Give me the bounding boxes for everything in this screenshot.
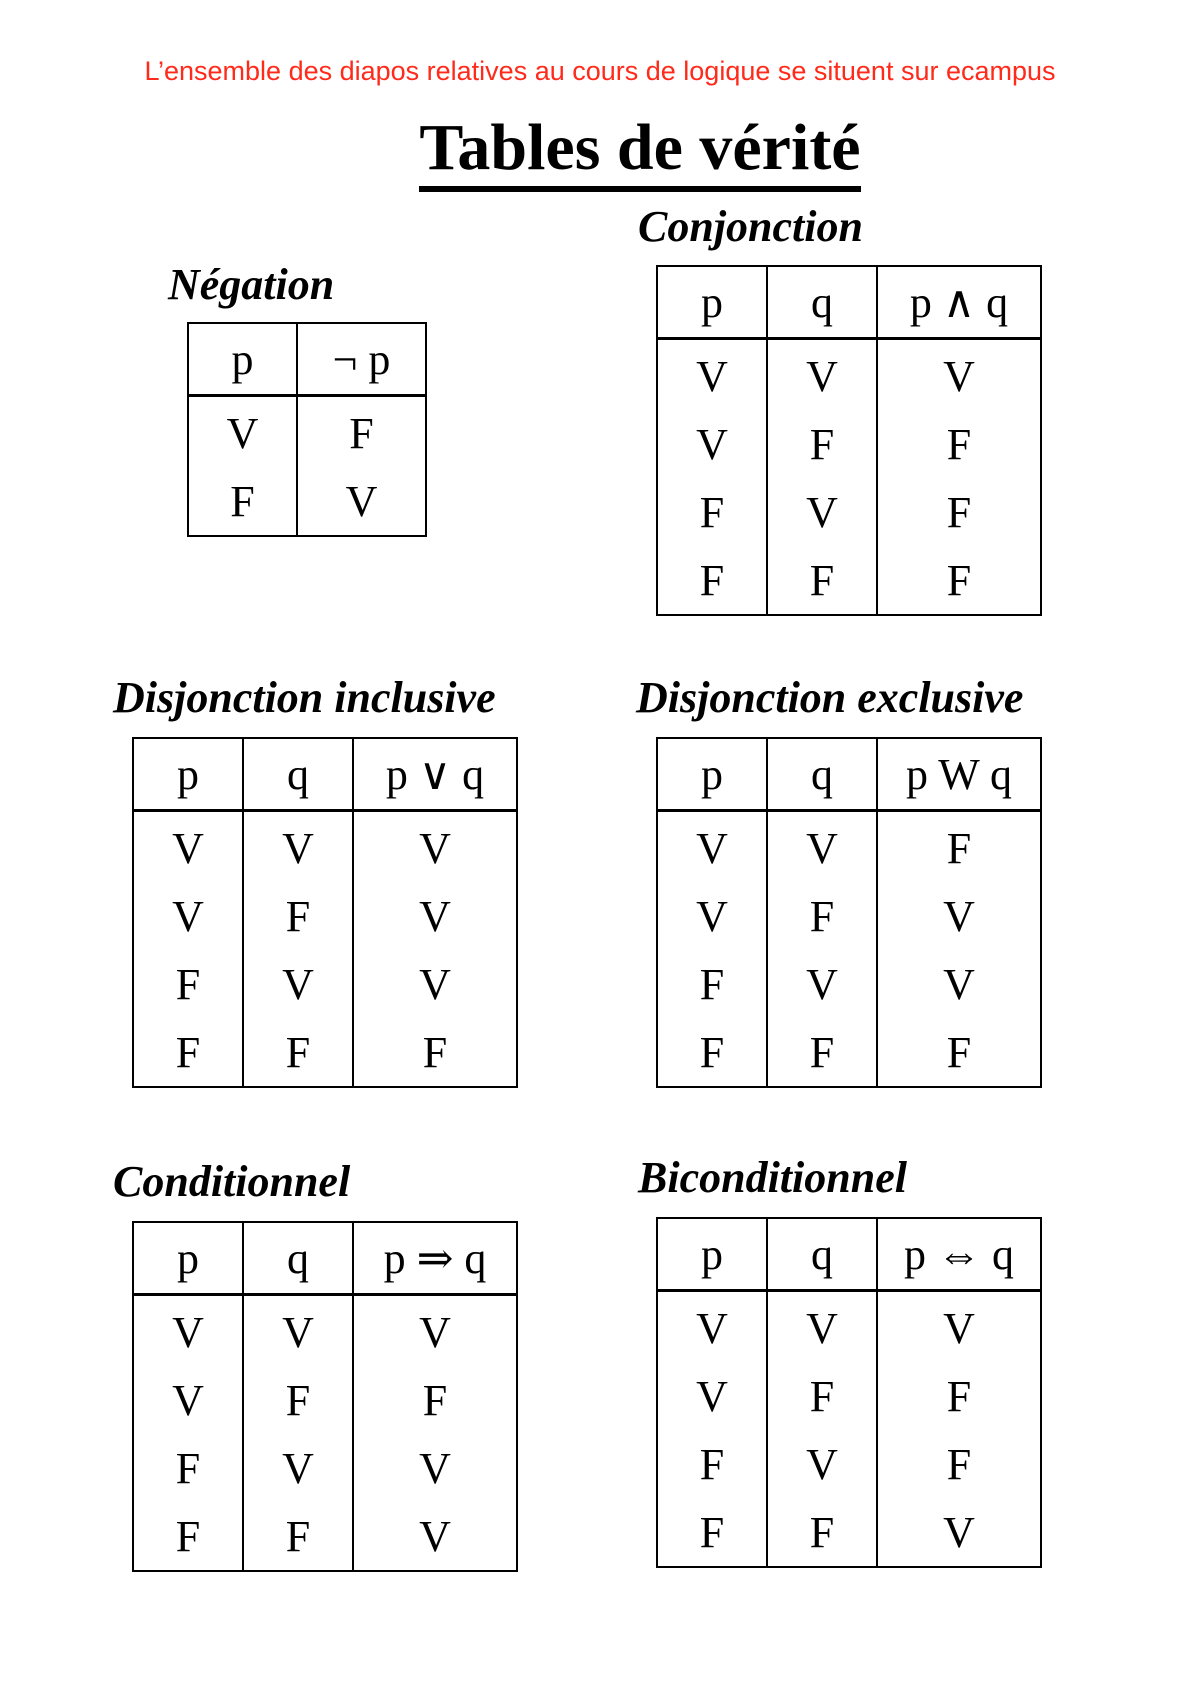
table-cell: V [657,811,767,883]
table-row [657,339,1041,411]
table-cell: V [767,1291,877,1363]
table-cell: F [877,546,1041,615]
column-header: ¬ p [297,323,426,396]
biconditionnel-table [656,1217,1042,1568]
table-cell: V [657,1291,767,1363]
page-title-text: Tables de vérité [419,110,860,192]
column-header: q [767,738,877,811]
column-header: q [243,1222,353,1295]
table-cell: V [767,339,877,411]
table-cell: F [767,546,877,615]
table-cell: F [133,950,243,1018]
table-cell: V [767,1430,877,1498]
table-row [657,950,1041,1018]
table-cell: F [353,1018,517,1087]
table-header-row [133,738,517,811]
table-row [133,950,517,1018]
table-cell: F [133,1434,243,1502]
table-row [657,1430,1041,1498]
table-cell: F [657,950,767,1018]
table-cell: V [877,1291,1041,1363]
table-cell: F [243,882,353,950]
column-header: p [133,738,243,811]
table-cell: V [353,950,517,1018]
page-title [0,108,1200,192]
table-row [133,1018,517,1087]
table-row [188,467,426,536]
table-cell: F [767,882,877,950]
table-cell: F [877,1018,1041,1087]
negation-table [187,322,427,537]
column-header: q [767,1218,877,1291]
table-cell: F [877,811,1041,883]
table-cell: F [877,1362,1041,1430]
table-cell: V [297,467,426,536]
table-row [657,1018,1041,1087]
table-row [657,882,1041,950]
disjonction-exclusive-table [656,737,1042,1088]
table-cell: F [133,1502,243,1571]
table-row [657,811,1041,883]
column-header: p [657,1218,767,1291]
table-cell: F [243,1366,353,1434]
disjonction-inclusive-title: Disjonction inclusive [113,673,496,722]
table-cell: F [767,410,877,478]
column-header: p [657,738,767,811]
table-header-row [657,738,1041,811]
column-header: p ∨ q [353,738,517,811]
table-row [133,1366,517,1434]
conditionnel-table [132,1221,518,1572]
table-cell: V [133,1366,243,1434]
table-cell: F [297,396,426,468]
table-header-row [133,1222,517,1295]
conjonction-title: Conjonction [638,202,863,251]
table-cell: V [353,1502,517,1571]
table-cell: V [877,882,1041,950]
table-cell: F [657,478,767,546]
table-row [657,546,1041,615]
table-cell: V [243,811,353,883]
table-cell: V [657,1362,767,1430]
table-header-row [657,266,1041,339]
table-cell: F [353,1366,517,1434]
table-row [133,1295,517,1367]
column-header: p [188,323,297,396]
table-cell: F [657,1430,767,1498]
table-row [133,882,517,950]
table-cell: V [133,1295,243,1367]
conjonction-table [656,265,1042,616]
conditionnel-title: Conditionnel [113,1157,351,1206]
biconditionnel-title: Biconditionnel [638,1153,907,1202]
table-cell: V [188,396,297,468]
table-cell: V [767,811,877,883]
table-cell: F [188,467,297,536]
table-header-row [657,1218,1041,1291]
column-header: p [657,266,767,339]
table-cell: V [657,882,767,950]
table-cell: F [657,1018,767,1087]
table-cell: V [353,882,517,950]
table-row [133,811,517,883]
table-cell: V [353,1295,517,1367]
table-cell: V [243,950,353,1018]
column-header: q [767,266,877,339]
table-row [657,1498,1041,1567]
table-cell: V [767,478,877,546]
table-cell: V [133,811,243,883]
table-row [657,478,1041,546]
table-cell: F [767,1018,877,1087]
table-cell: V [877,1498,1041,1567]
table-header-row [188,323,426,396]
table-cell: F [243,1018,353,1087]
column-header: p W q [877,738,1041,811]
table-row [657,410,1041,478]
disjonction-exclusive-title: Disjonction exclusive [636,673,1024,722]
table-cell: V [243,1295,353,1367]
disjonction-inclusive-table [132,737,518,1088]
table-cell: F [657,546,767,615]
table-row [133,1434,517,1502]
table-cell: V [657,339,767,411]
table-cell: F [133,1018,243,1087]
table-row [188,396,426,468]
column-header: p [133,1222,243,1295]
table-cell: V [243,1434,353,1502]
negation-title: Négation [168,260,335,309]
table-cell: V [877,339,1041,411]
table-cell: V [657,410,767,478]
table-row [657,1362,1041,1430]
table-cell: V [767,950,877,1018]
table-cell: V [877,950,1041,1018]
table-cell: F [877,478,1041,546]
table-cell: V [133,882,243,950]
table-cell: F [767,1498,877,1567]
column-header: p ⇔ q [877,1218,1041,1291]
table-cell: F [877,410,1041,478]
table-cell: V [353,811,517,883]
table-row [133,1502,517,1571]
column-header: q [243,738,353,811]
ecampus-notice: L’ensemble des diapos relatives au cours de logique se situent sur ecampus [144,56,1056,86]
table-row [657,1291,1041,1363]
table-cell: F [657,1498,767,1567]
table-cell: F [243,1502,353,1571]
table-cell: F [877,1430,1041,1498]
column-header: p ⇒ q [353,1222,517,1295]
table-cell: V [353,1434,517,1502]
table-cell: F [767,1362,877,1430]
column-header: p ∧ q [877,266,1041,339]
